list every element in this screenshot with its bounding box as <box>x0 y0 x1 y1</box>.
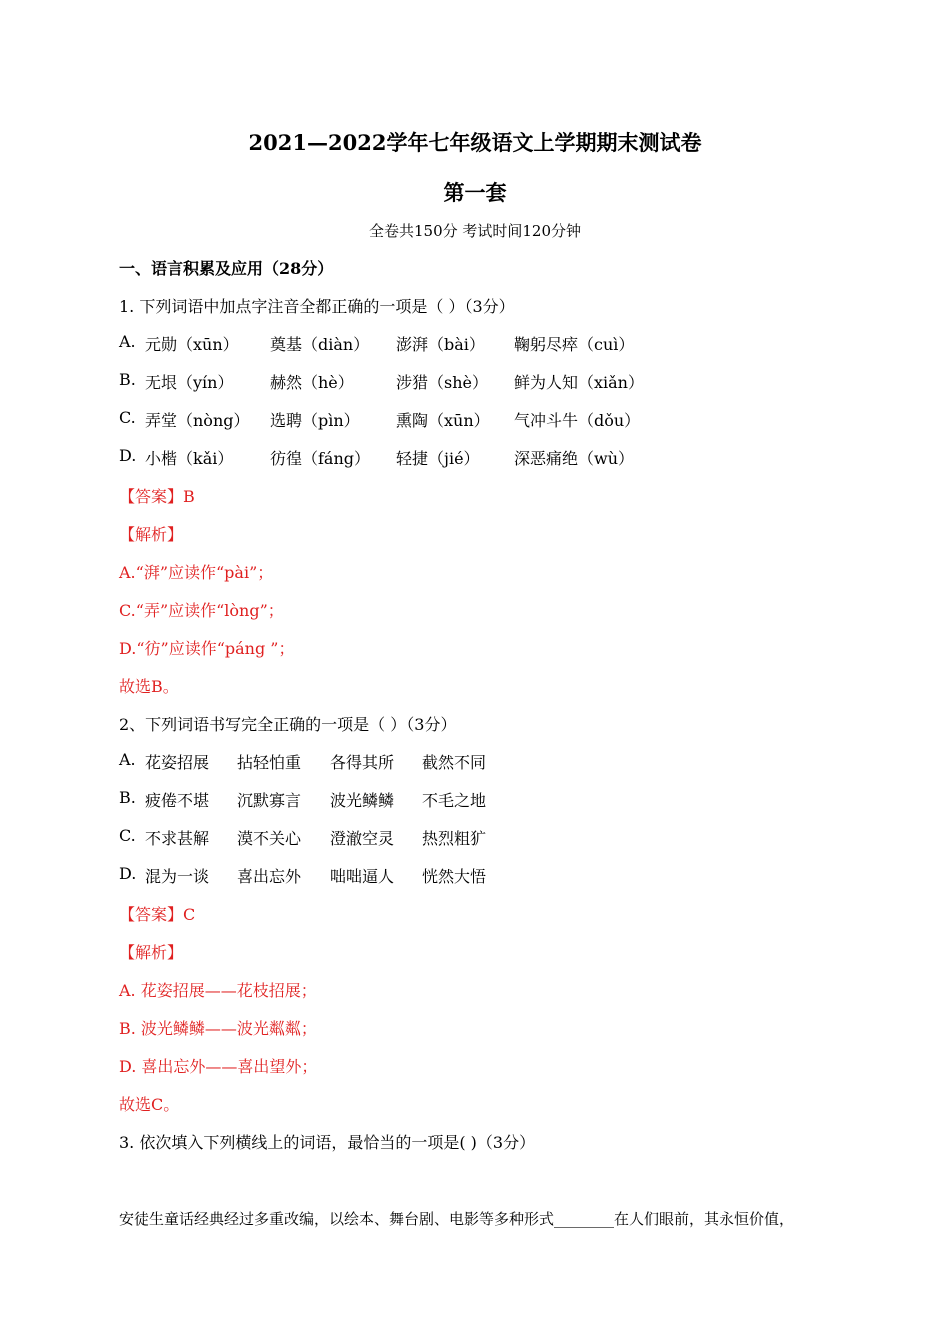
answer-value: B <box>183 487 195 506</box>
option-label: B. <box>119 370 136 389</box>
q1-answer <box>119 484 195 507</box>
option-item: 疲倦不堪 <box>145 791 210 810</box>
q2-analysis-label: 【解析】 <box>119 943 184 962</box>
option-item: 澎湃（bài） <box>396 335 485 354</box>
option-item: 气冲斗牛（dǒu） <box>514 411 641 430</box>
option-label: C. <box>119 826 136 845</box>
option-item: 奠基（diàn） <box>270 335 370 354</box>
q3-passage: 安徒生童话经典经过多重改编，以绘本、舞台剧、电影等多种形式________在人们眼前，其永恒价值， <box>119 1210 795 1228</box>
section-heading: 一、语言积累及应用（28分） <box>119 259 334 278</box>
option-item: 涉猎（shè） <box>396 373 488 392</box>
q2-option-a <box>119 750 819 772</box>
option-item: 熏陶（xūn） <box>396 411 490 430</box>
q2-answer <box>119 902 195 925</box>
q2-conclusion: 故选C。 <box>119 1095 180 1114</box>
option-item: 喜出忘外 <box>237 867 302 886</box>
option-item: 拈轻怕重 <box>237 753 302 772</box>
option-item: 沉默寡言 <box>237 791 302 810</box>
q1-stem: 1. 下列词语中加点字注音全都正确的一项是（ ）（3分） <box>119 297 515 316</box>
answer-label: 【答案】 <box>119 487 184 506</box>
option-item: 不毛之地 <box>422 791 487 810</box>
option-label: A. <box>119 750 136 769</box>
q2-option-b <box>119 788 819 810</box>
answer-label: 【答案】 <box>119 905 184 924</box>
option-item: 彷徨（fáng） <box>270 449 371 468</box>
option-item: 混为一谈 <box>145 867 210 886</box>
option-item: 轻捷（jié） <box>396 449 480 468</box>
exam-meta: 全卷共150分 考试时间120分钟 <box>368 222 582 240</box>
q2-option-c <box>119 826 819 848</box>
q2-analysis-line: D. 喜出忘外——喜出望外； <box>119 1057 318 1076</box>
option-label: A. <box>119 332 136 351</box>
option-item: 小楷（kǎi） <box>145 449 234 468</box>
option-item: 选聘（pìn） <box>270 411 360 430</box>
q1-analysis-line: A.“湃”应读作“pài”； <box>119 563 274 582</box>
option-item: 深恶痛绝（wù） <box>514 449 635 468</box>
option-item: 赫然（hè） <box>270 373 354 392</box>
option-item: 不求甚解 <box>145 829 210 848</box>
q1-analysis-line: C.“弄”应读作“lòng”； <box>119 601 284 620</box>
option-item: 恍然大悟 <box>422 867 487 886</box>
q1-option-b <box>119 370 819 392</box>
document-subtitle: 第一套 <box>443 180 507 205</box>
option-item: 热烈粗犷 <box>422 829 487 848</box>
q1-analysis-label: 【解析】 <box>119 525 184 544</box>
q1-analysis-line: D.“彷”应读作“páng ”； <box>119 639 295 658</box>
option-label: D. <box>119 864 137 883</box>
option-item: 漠不关心 <box>237 829 302 848</box>
option-item: 鞠躬尽瘁（cuì） <box>514 335 635 354</box>
option-item: 波光鳞鳞 <box>330 791 395 810</box>
option-label: C. <box>119 408 136 427</box>
option-label: D. <box>119 446 137 465</box>
q1-option-a <box>119 332 819 354</box>
option-item: 元勋（xūn） <box>145 335 239 354</box>
q3-stem: 3. 依次填入下列横线上的词语，最恰当的一项是( )（3分） <box>119 1133 536 1152</box>
q1-option-d <box>119 446 819 468</box>
q2-option-d <box>119 864 819 886</box>
document-title: 2021—2022学年七年级语文上学期期末测试卷 <box>248 130 702 155</box>
answer-value: C <box>183 905 196 924</box>
option-item: 各得其所 <box>330 753 395 772</box>
option-item: 澄澈空灵 <box>330 829 395 848</box>
option-item: 花姿招展 <box>145 753 210 772</box>
q1-conclusion: 故选B。 <box>119 677 179 696</box>
option-label: B. <box>119 788 136 807</box>
q2-analysis-line: A. 花姿招展——花枝招展； <box>119 981 317 1000</box>
option-item: 无垠（yín） <box>145 373 234 392</box>
q2-stem: 2、下列词语书写完全正确的一项是（ ）（3分） <box>119 715 457 734</box>
q1-option-c <box>119 408 819 430</box>
option-item: 鲜为人知（xiǎn） <box>514 373 644 392</box>
option-item: 咄咄逼人 <box>330 867 395 886</box>
option-item: 弄堂（nòng） <box>145 411 250 430</box>
option-item: 截然不同 <box>422 753 487 772</box>
q2-analysis-line: B. 波光鳞鳞——波光粼粼； <box>119 1019 317 1038</box>
